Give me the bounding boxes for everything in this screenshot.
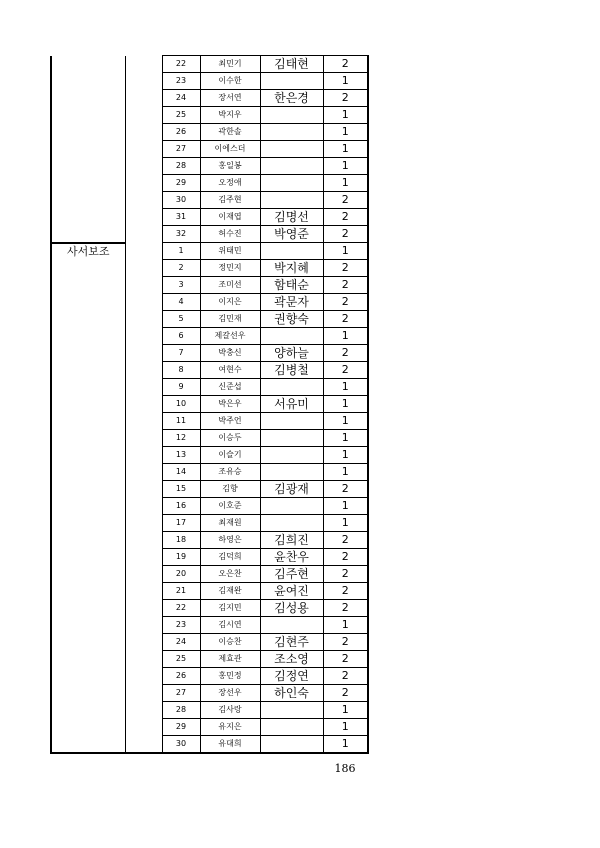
table-row	[51, 396, 368, 413]
table-row	[51, 90, 368, 107]
number-cell: 27	[162, 141, 200, 158]
table-row	[51, 345, 368, 362]
spacer-cell	[125, 90, 162, 107]
name-cell: 하영은	[200, 532, 260, 549]
name-cell: 김사랑	[200, 702, 260, 719]
table-row	[51, 141, 368, 158]
table-row	[51, 192, 368, 209]
pair-name-cell	[260, 192, 323, 209]
name-cell: 조유승	[200, 464, 260, 481]
spacer-cell	[125, 124, 162, 141]
pair-name-cell	[260, 617, 323, 634]
name-cell: 김덕희	[200, 549, 260, 566]
spacer-cell	[125, 277, 162, 294]
category-cell	[51, 294, 125, 311]
spacer-cell	[125, 209, 162, 226]
count-cell: 2	[323, 311, 368, 328]
table-row	[51, 719, 368, 736]
count-cell: 1	[323, 73, 368, 90]
spacer-cell	[125, 192, 162, 209]
pair-name-cell	[260, 464, 323, 481]
category-cell	[51, 447, 125, 464]
category-cell	[51, 158, 125, 175]
name-cell: 김향	[200, 481, 260, 498]
pair-name-cell	[260, 447, 323, 464]
table-row	[51, 175, 368, 192]
spacer-cell	[125, 345, 162, 362]
name-cell: 유지은	[200, 719, 260, 736]
number-cell: 22	[162, 600, 200, 617]
category-cell	[51, 124, 125, 141]
category-cell	[51, 566, 125, 583]
spacer-cell	[125, 56, 162, 73]
table-row	[51, 294, 368, 311]
category-cell	[51, 515, 125, 532]
name-cell: 최재원	[200, 515, 260, 532]
count-cell: 1	[323, 396, 368, 413]
table-row	[51, 498, 368, 515]
category-cell	[51, 56, 125, 73]
pair-name-cell	[260, 736, 323, 754]
pair-name-cell: 김정연	[260, 668, 323, 685]
spacer-cell	[125, 685, 162, 702]
pair-name-cell: 김병철	[260, 362, 323, 379]
count-cell: 1	[323, 736, 368, 754]
count-cell: 1	[323, 617, 368, 634]
category-cell	[51, 583, 125, 600]
number-cell: 10	[162, 396, 200, 413]
pair-name-cell	[260, 379, 323, 396]
name-cell: 박지우	[200, 107, 260, 124]
table-row	[51, 226, 368, 243]
number-cell: 15	[162, 481, 200, 498]
spacer-cell	[125, 430, 162, 447]
spacer-cell	[125, 141, 162, 158]
table-row	[51, 379, 368, 396]
category-cell	[51, 702, 125, 719]
number-cell: 31	[162, 209, 200, 226]
pair-name-cell	[260, 430, 323, 447]
category-cell	[51, 685, 125, 702]
category-cell	[51, 73, 125, 90]
name-cell: 이지은	[200, 294, 260, 311]
spacer-cell	[125, 396, 162, 413]
pair-name-cell: 서유미	[260, 396, 323, 413]
spacer-cell	[125, 73, 162, 90]
number-cell: 18	[162, 532, 200, 549]
pair-name-cell: 박영준	[260, 226, 323, 243]
table-row	[51, 124, 368, 141]
spacer-cell	[125, 719, 162, 736]
pair-name-cell	[260, 73, 323, 90]
number-cell: 4	[162, 294, 200, 311]
number-cell: 17	[162, 515, 200, 532]
category-cell	[51, 532, 125, 549]
pair-name-cell: 한은경	[260, 90, 323, 107]
page-number: 186	[334, 762, 356, 775]
name-cell: 이승두	[200, 430, 260, 447]
number-cell: 25	[162, 107, 200, 124]
category-cell	[51, 668, 125, 685]
roster-table	[50, 55, 369, 754]
category-cell	[51, 396, 125, 413]
number-cell: 24	[162, 634, 200, 651]
category-cell	[51, 192, 125, 209]
table-row	[51, 600, 368, 617]
name-cell: 유대희	[200, 736, 260, 754]
name-cell: 박충신	[200, 345, 260, 362]
pair-name-cell	[260, 328, 323, 345]
table-row	[51, 328, 368, 345]
count-cell: 2	[323, 583, 368, 600]
pair-name-cell: 김명선	[260, 209, 323, 226]
pair-name-cell	[260, 158, 323, 175]
count-cell: 2	[323, 566, 368, 583]
spacer-cell	[125, 566, 162, 583]
count-cell: 1	[323, 141, 368, 158]
spacer-cell	[125, 243, 162, 260]
spacer-cell	[125, 583, 162, 600]
number-cell: 23	[162, 617, 200, 634]
spacer-cell	[125, 549, 162, 566]
table-row	[51, 668, 368, 685]
pair-name-cell: 양하늘	[260, 345, 323, 362]
name-cell: 장선우	[200, 685, 260, 702]
category-cell	[51, 617, 125, 634]
name-cell: 장서연	[200, 90, 260, 107]
pair-name-cell	[260, 243, 323, 260]
category-cell	[51, 600, 125, 617]
count-cell: 1	[323, 430, 368, 447]
spacer-cell	[125, 362, 162, 379]
category-cell	[51, 481, 125, 498]
count-cell: 2	[323, 294, 368, 311]
spacer-cell	[125, 379, 162, 396]
pair-name-cell: 조소영	[260, 651, 323, 668]
spacer-cell	[125, 226, 162, 243]
pair-name-cell	[260, 141, 323, 158]
name-cell: 위태민	[200, 243, 260, 260]
number-cell: 5	[162, 311, 200, 328]
spacer-cell	[125, 498, 162, 515]
count-cell: 2	[323, 209, 368, 226]
table-row	[51, 532, 368, 549]
pair-name-cell	[260, 719, 323, 736]
pair-name-cell	[260, 107, 323, 124]
table-row	[51, 413, 368, 430]
number-cell: 26	[162, 668, 200, 685]
name-cell: 곽한솔	[200, 124, 260, 141]
number-cell: 27	[162, 685, 200, 702]
category-cell	[51, 430, 125, 447]
spacer-cell	[125, 294, 162, 311]
name-cell: 이승찬	[200, 634, 260, 651]
number-cell: 24	[162, 90, 200, 107]
category-cell	[51, 226, 125, 243]
name-cell: 김민재	[200, 311, 260, 328]
pair-name-cell: 함태순	[260, 277, 323, 294]
table-row	[51, 515, 368, 532]
category-cell: 사서보조	[51, 243, 125, 260]
count-cell: 1	[323, 515, 368, 532]
name-cell: 박주언	[200, 413, 260, 430]
count-cell: 1	[323, 379, 368, 396]
category-cell	[51, 107, 125, 124]
count-cell: 2	[323, 226, 368, 243]
spacer-cell	[125, 464, 162, 481]
table-row	[51, 430, 368, 447]
count-cell: 2	[323, 56, 368, 73]
name-cell: 김지민	[200, 600, 260, 617]
category-cell	[51, 413, 125, 430]
category-cell	[51, 277, 125, 294]
name-cell: 이재엽	[200, 209, 260, 226]
pair-name-cell	[260, 702, 323, 719]
table-row	[51, 702, 368, 719]
table-row	[51, 583, 368, 600]
spacer-cell	[125, 175, 162, 192]
spacer-cell	[125, 736, 162, 754]
pair-name-cell: 곽문자	[260, 294, 323, 311]
category-cell	[51, 90, 125, 107]
name-cell: 이수한	[200, 73, 260, 90]
table-row	[51, 209, 368, 226]
spacer-cell	[125, 702, 162, 719]
number-cell: 21	[162, 583, 200, 600]
number-cell: 30	[162, 192, 200, 209]
count-cell: 2	[323, 634, 368, 651]
pair-name-cell: 윤찬우	[260, 549, 323, 566]
number-cell: 25	[162, 651, 200, 668]
table-row	[51, 243, 368, 260]
count-cell: 2	[323, 600, 368, 617]
name-cell: 여현수	[200, 362, 260, 379]
number-cell: 23	[162, 73, 200, 90]
number-cell: 32	[162, 226, 200, 243]
spacer-cell	[125, 668, 162, 685]
name-cell: 허수진	[200, 226, 260, 243]
count-cell: 1	[323, 719, 368, 736]
number-cell: 26	[162, 124, 200, 141]
pair-name-cell	[260, 515, 323, 532]
name-cell: 김재완	[200, 583, 260, 600]
name-cell: 제갈선우	[200, 328, 260, 345]
table-row	[51, 260, 368, 277]
pair-name-cell: 김주현	[260, 566, 323, 583]
count-cell: 1	[323, 702, 368, 719]
pair-name-cell	[260, 124, 323, 141]
number-cell: 19	[162, 549, 200, 566]
spacer-cell	[125, 617, 162, 634]
spacer-cell	[125, 260, 162, 277]
table-row	[51, 549, 368, 566]
pair-name-cell	[260, 498, 323, 515]
table-row	[51, 158, 368, 175]
spacer-cell	[125, 600, 162, 617]
table-row	[51, 481, 368, 498]
pair-name-cell: 윤여진	[260, 583, 323, 600]
table-row	[51, 277, 368, 294]
spacer-cell	[125, 158, 162, 175]
category-cell	[51, 141, 125, 158]
count-cell: 1	[323, 158, 368, 175]
count-cell: 1	[323, 498, 368, 515]
category-cell	[51, 634, 125, 651]
name-cell: 조미선	[200, 277, 260, 294]
number-cell: 9	[162, 379, 200, 396]
name-cell: 박은우	[200, 396, 260, 413]
table-row	[51, 362, 368, 379]
spacer-cell	[125, 328, 162, 345]
count-cell: 2	[323, 668, 368, 685]
category-cell	[51, 260, 125, 277]
table-row	[51, 566, 368, 583]
category-cell	[51, 345, 125, 362]
name-cell: 제효관	[200, 651, 260, 668]
number-cell: 20	[162, 566, 200, 583]
count-cell: 1	[323, 328, 368, 345]
pair-name-cell: 김희진	[260, 532, 323, 549]
number-cell: 6	[162, 328, 200, 345]
spacer-cell	[125, 532, 162, 549]
number-cell: 2	[162, 260, 200, 277]
table-row	[51, 617, 368, 634]
category-cell	[51, 175, 125, 192]
spacer-cell	[125, 515, 162, 532]
number-cell: 30	[162, 736, 200, 754]
number-cell: 11	[162, 413, 200, 430]
count-cell: 1	[323, 464, 368, 481]
name-cell: 신준섭	[200, 379, 260, 396]
pair-name-cell: 권향숙	[260, 311, 323, 328]
category-cell	[51, 498, 125, 515]
number-cell: 16	[162, 498, 200, 515]
table-row	[51, 311, 368, 328]
number-cell: 13	[162, 447, 200, 464]
number-cell: 29	[162, 175, 200, 192]
spacer-cell	[125, 311, 162, 328]
table-row	[51, 685, 368, 702]
name-cell: 홍일봉	[200, 158, 260, 175]
pair-name-cell: 김광재	[260, 481, 323, 498]
count-cell: 1	[323, 124, 368, 141]
count-cell: 2	[323, 532, 368, 549]
number-cell: 29	[162, 719, 200, 736]
name-cell: 홍민정	[200, 668, 260, 685]
count-cell: 2	[323, 345, 368, 362]
count-cell: 2	[323, 192, 368, 209]
name-cell: 정민지	[200, 260, 260, 277]
count-cell: 2	[323, 685, 368, 702]
category-cell	[51, 362, 125, 379]
name-cell: 오은찬	[200, 566, 260, 583]
number-cell: 12	[162, 430, 200, 447]
name-cell: 김주현	[200, 192, 260, 209]
table-row	[51, 107, 368, 124]
number-cell: 14	[162, 464, 200, 481]
name-cell: 김시연	[200, 617, 260, 634]
count-cell: 1	[323, 175, 368, 192]
name-cell: 오정애	[200, 175, 260, 192]
table-row	[51, 736, 368, 754]
category-cell	[51, 736, 125, 754]
pair-name-cell	[260, 175, 323, 192]
category-cell	[51, 311, 125, 328]
pair-name-cell: 박지혜	[260, 260, 323, 277]
spacer-cell	[125, 413, 162, 430]
pair-name-cell	[260, 413, 323, 430]
category-cell	[51, 464, 125, 481]
name-cell: 이에스더	[200, 141, 260, 158]
count-cell: 2	[323, 277, 368, 294]
number-cell: 3	[162, 277, 200, 294]
number-cell: 22	[162, 56, 200, 73]
table-row	[51, 651, 368, 668]
spacer-cell	[125, 447, 162, 464]
table-row	[51, 634, 368, 651]
count-cell: 2	[323, 651, 368, 668]
pair-name-cell: 김태현	[260, 56, 323, 73]
count-cell: 2	[323, 362, 368, 379]
spacer-cell	[125, 634, 162, 651]
spacer-cell	[125, 107, 162, 124]
number-cell: 28	[162, 158, 200, 175]
pair-name-cell: 김성용	[260, 600, 323, 617]
count-cell: 2	[323, 481, 368, 498]
category-cell	[51, 209, 125, 226]
table-row	[51, 56, 368, 73]
count-cell: 1	[323, 243, 368, 260]
count-cell: 1	[323, 447, 368, 464]
category-cell	[51, 651, 125, 668]
pair-name-cell: 하인숙	[260, 685, 323, 702]
number-cell: 7	[162, 345, 200, 362]
spacer-cell	[125, 481, 162, 498]
count-cell: 2	[323, 260, 368, 277]
number-cell: 28	[162, 702, 200, 719]
table-row	[51, 73, 368, 90]
spacer-cell	[125, 651, 162, 668]
count-cell: 2	[323, 549, 368, 566]
category-cell	[51, 549, 125, 566]
number-cell: 8	[162, 362, 200, 379]
name-cell: 최민기	[200, 56, 260, 73]
table-row	[51, 464, 368, 481]
count-cell: 1	[323, 107, 368, 124]
pair-name-cell: 김현주	[260, 634, 323, 651]
count-cell: 2	[323, 90, 368, 107]
table-row	[51, 447, 368, 464]
category-cell	[51, 719, 125, 736]
category-cell	[51, 379, 125, 396]
count-cell: 1	[323, 413, 368, 430]
category-cell	[51, 328, 125, 345]
name-cell: 이호준	[200, 498, 260, 515]
number-cell: 1	[162, 243, 200, 260]
name-cell: 이슬기	[200, 447, 260, 464]
